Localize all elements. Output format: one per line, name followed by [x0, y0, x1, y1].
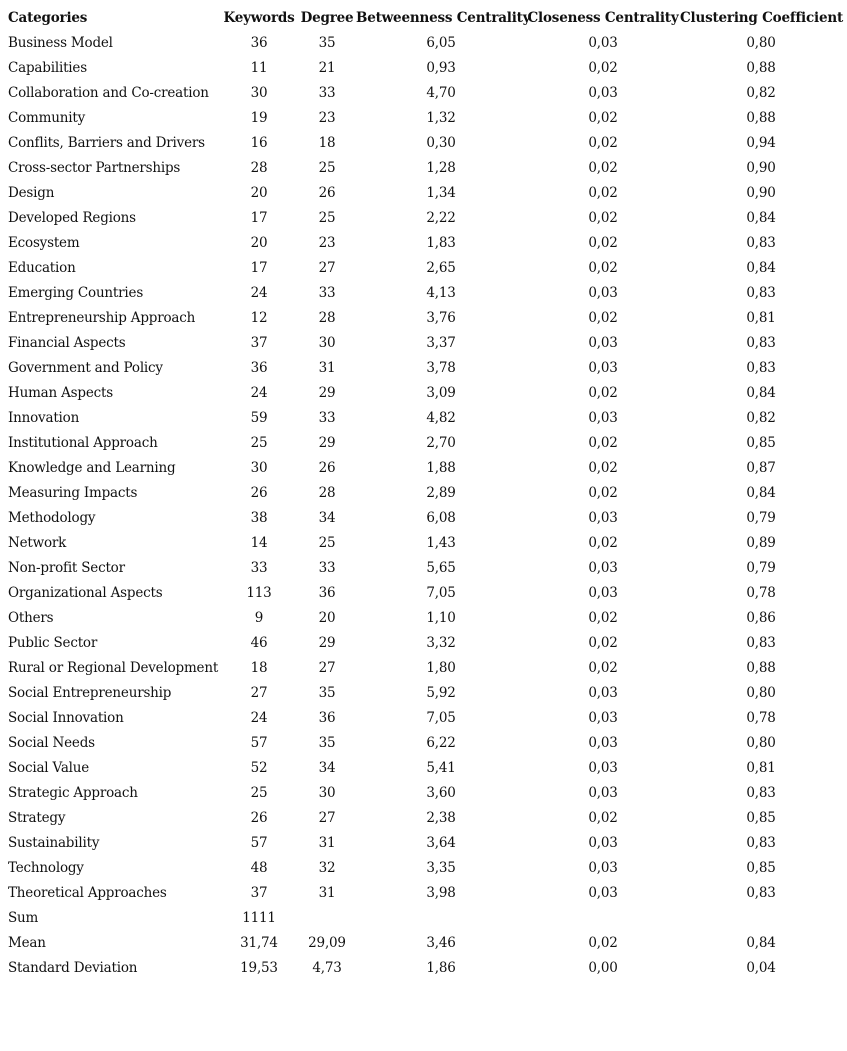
category-cell: Standard Deviation — [8, 959, 138, 976]
degree-cell: 27 — [318, 259, 336, 276]
keywords-cell: 36 — [250, 359, 268, 376]
keywords-cell: 25 — [250, 784, 268, 801]
betweenness-cell: 5,41 — [426, 759, 456, 776]
table-row — [0, 355, 842, 380]
table-row — [0, 780, 842, 805]
closeness-cell: 0,03 — [588, 359, 618, 376]
degree-cell: 25 — [318, 534, 336, 551]
degree-cell: 33 — [318, 84, 336, 101]
betweenness-cell: 2,65 — [426, 259, 456, 276]
betweenness-cell: 1,86 — [426, 959, 456, 976]
closeness-cell: 0,02 — [588, 309, 618, 326]
betweenness-cell: 2,38 — [426, 809, 456, 826]
category-cell: Design — [8, 184, 55, 201]
table-row — [0, 130, 842, 155]
degree-cell: 30 — [318, 784, 336, 801]
clustering-cell: 0,83 — [746, 784, 776, 801]
closeness-cell: 0,03 — [588, 784, 618, 801]
clustering-cell: 0,83 — [746, 334, 776, 351]
clustering-cell: 0,80 — [746, 684, 776, 701]
betweenness-cell: 5,92 — [426, 684, 456, 701]
category-cell: Mean — [8, 934, 46, 951]
keywords-cell: 59 — [250, 409, 268, 426]
keywords-cell: 31,74 — [240, 934, 278, 951]
clustering-cell: 0,82 — [746, 409, 776, 426]
keywords-cell: 9 — [254, 609, 264, 626]
betweenness-cell: 2,70 — [426, 434, 456, 451]
clustering-cell: 0,87 — [746, 459, 776, 476]
clustering-cell: 0,80 — [746, 734, 776, 751]
clustering-cell: 0,80 — [746, 34, 776, 51]
table-row — [0, 655, 842, 680]
degree-cell: 20 — [318, 609, 336, 626]
clustering-cell: 0,83 — [746, 359, 776, 376]
keywords-cell: 25 — [250, 434, 268, 451]
table-row — [0, 805, 842, 830]
degree-cell: 31 — [318, 359, 336, 376]
betweenness-cell: 3,32 — [426, 634, 456, 651]
clustering-cell: 0,78 — [746, 709, 776, 726]
betweenness-cell: 1,34 — [426, 184, 456, 201]
table-row — [0, 280, 842, 305]
category-cell: Ecosystem — [8, 234, 80, 251]
clustering-cell: 0,88 — [746, 109, 776, 126]
header-degree: Degree — [300, 9, 354, 26]
closeness-cell: 0,02 — [588, 259, 618, 276]
closeness-cell: 0,02 — [588, 184, 618, 201]
betweenness-cell: 2,89 — [426, 484, 456, 501]
degree-cell: 27 — [318, 809, 336, 826]
category-cell: Technology — [8, 859, 84, 876]
table-row — [0, 830, 842, 855]
closeness-cell: 0,02 — [588, 434, 618, 451]
category-cell: Collaboration and Co-creation — [8, 84, 209, 101]
degree-cell: 29 — [318, 384, 336, 401]
closeness-cell: 0,03 — [588, 709, 618, 726]
betweenness-cell: 6,22 — [426, 734, 456, 751]
clustering-cell: 0,90 — [746, 184, 776, 201]
degree-cell: 28 — [318, 484, 336, 501]
table-row — [0, 155, 842, 180]
closeness-cell: 0,03 — [588, 559, 618, 576]
table-body — [0, 30, 842, 980]
clustering-cell: 0,88 — [746, 59, 776, 76]
closeness-cell: 0,02 — [588, 209, 618, 226]
table-row — [0, 305, 842, 330]
degree-cell: 26 — [318, 184, 336, 201]
category-cell: Conflits, Barriers and Drivers — [8, 134, 205, 151]
table-row — [0, 905, 842, 930]
category-cell: Rural or Regional Development — [8, 659, 219, 676]
table-row — [0, 755, 842, 780]
keywords-cell: 1111 — [242, 909, 276, 926]
clustering-cell: 0,83 — [746, 834, 776, 851]
degree-cell: 29,09 — [308, 934, 346, 951]
closeness-cell: 0,03 — [588, 284, 618, 301]
closeness-cell: 0,02 — [588, 534, 618, 551]
table-row — [0, 505, 842, 530]
degree-cell: 25 — [318, 159, 336, 176]
degree-cell — [298, 905, 356, 930]
clustering-cell: 0,04 — [746, 959, 776, 976]
degree-cell: 35 — [318, 34, 336, 51]
keywords-cell: 20 — [250, 184, 268, 201]
closeness-cell: 0,03 — [588, 684, 618, 701]
clustering-cell: 0,94 — [746, 134, 776, 151]
keywords-cell: 37 — [250, 334, 268, 351]
category-cell: Cross-sector Partnerships — [8, 159, 181, 176]
category-cell: Sustainability — [8, 834, 100, 851]
table-row — [0, 555, 842, 580]
degree-cell: 23 — [318, 109, 336, 126]
keywords-cell: 24 — [250, 384, 268, 401]
betweenness-cell: 4,70 — [426, 84, 456, 101]
category-cell: Government and Policy — [8, 359, 163, 376]
table-row — [0, 255, 842, 280]
closeness-cell: 0,03 — [588, 759, 618, 776]
clustering-cell: 0,83 — [746, 234, 776, 251]
degree-cell: 32 — [318, 859, 336, 876]
betweenness-cell: 3,98 — [426, 884, 456, 901]
keywords-cell: 24 — [250, 709, 268, 726]
closeness-cell: 0,03 — [588, 509, 618, 526]
table-row — [0, 630, 842, 655]
category-cell: Emerging Countries — [8, 284, 144, 301]
closeness-cell: 0,03 — [588, 834, 618, 851]
table-row — [0, 455, 842, 480]
category-cell: Human Aspects — [8, 384, 113, 401]
category-cell: Methodology — [8, 509, 96, 526]
category-cell: Others — [8, 609, 54, 626]
clustering-cell: 0,86 — [746, 609, 776, 626]
keywords-cell: 57 — [250, 734, 268, 751]
keywords-cell: 52 — [250, 759, 268, 776]
table-row — [0, 605, 842, 630]
keywords-cell: 26 — [250, 484, 268, 501]
keywords-cell: 48 — [250, 859, 268, 876]
degree-cell: 33 — [318, 409, 336, 426]
table-row — [0, 855, 842, 880]
betweenness-cell: 1,32 — [426, 109, 456, 126]
keywords-cell: 18 — [250, 659, 268, 676]
betweenness-cell: 7,05 — [426, 584, 456, 601]
closeness-cell — [526, 905, 680, 930]
table-row — [0, 405, 842, 430]
closeness-cell: 0,02 — [588, 659, 618, 676]
betweenness-cell — [356, 905, 526, 930]
keywords-cell: 24 — [250, 284, 268, 301]
keywords-cell: 19,53 — [240, 959, 278, 976]
table-row — [0, 580, 842, 605]
table-row — [0, 80, 842, 105]
keywords-cell: 28 — [250, 159, 268, 176]
degree-cell: 36 — [318, 709, 336, 726]
betweenness-cell: 3,76 — [426, 309, 456, 326]
closeness-cell: 0,02 — [588, 484, 618, 501]
keywords-cell: 27 — [250, 684, 268, 701]
keywords-cell: 11 — [250, 59, 268, 76]
closeness-cell: 0,02 — [588, 934, 618, 951]
betweenness-cell: 3,78 — [426, 359, 456, 376]
degree-cell: 4,73 — [312, 959, 342, 976]
betweenness-cell: 3,35 — [426, 859, 456, 876]
table-row — [0, 705, 842, 730]
degree-cell: 18 — [318, 134, 336, 151]
category-cell: Education — [8, 259, 76, 276]
clustering-cell: 0,81 — [746, 309, 776, 326]
degree-cell: 35 — [318, 684, 336, 701]
table-row — [0, 55, 842, 80]
clustering-cell: 0,90 — [746, 159, 776, 176]
table-row — [0, 105, 842, 130]
clustering-cell: 0,88 — [746, 659, 776, 676]
clustering-cell: 0,89 — [746, 534, 776, 551]
keywords-cell: 20 — [250, 234, 268, 251]
betweenness-cell: 1,43 — [426, 534, 456, 551]
betweenness-cell: 3,09 — [426, 384, 456, 401]
table-row — [0, 30, 842, 55]
degree-cell: 27 — [318, 659, 336, 676]
closeness-cell: 0,02 — [588, 234, 618, 251]
table-row — [0, 530, 842, 555]
category-cell: Financial Aspects — [8, 334, 126, 351]
closeness-cell: 0,03 — [588, 884, 618, 901]
degree-cell: 34 — [318, 759, 336, 776]
betweenness-cell: 2,22 — [426, 209, 456, 226]
category-cell: Social Value — [8, 759, 90, 776]
closeness-cell: 0,02 — [588, 59, 618, 76]
clustering-cell: 0,85 — [746, 859, 776, 876]
degree-cell: 34 — [318, 509, 336, 526]
closeness-cell: 0,02 — [588, 459, 618, 476]
category-cell: Public Sector — [8, 634, 98, 651]
category-cell: Developed Regions — [8, 209, 136, 226]
table-row — [0, 230, 842, 255]
degree-cell: 33 — [318, 284, 336, 301]
clustering-cell: 0,84 — [746, 259, 776, 276]
closeness-cell: 0,00 — [588, 959, 618, 976]
clustering-cell: 0,79 — [746, 509, 776, 526]
clustering-cell: 0,85 — [746, 809, 776, 826]
degree-cell: 26 — [318, 459, 336, 476]
degree-cell: 29 — [318, 634, 336, 651]
table-row — [0, 180, 842, 205]
clustering-cell: 0,84 — [746, 934, 776, 951]
clustering-cell: 0,84 — [746, 384, 776, 401]
degree-cell: 28 — [318, 309, 336, 326]
clustering-cell: 0,82 — [746, 84, 776, 101]
table-row — [0, 730, 842, 755]
degree-cell: 31 — [318, 884, 336, 901]
clustering-cell: 0,84 — [746, 484, 776, 501]
closeness-cell: 0,02 — [588, 109, 618, 126]
clustering-cell: 0,79 — [746, 559, 776, 576]
category-cell: Entrepreneurship Approach — [8, 309, 196, 326]
table-row — [0, 480, 842, 505]
betweenness-cell: 3,37 — [426, 334, 456, 351]
category-cell: Innovation — [8, 409, 80, 426]
degree-cell: 29 — [318, 434, 336, 451]
clustering-cell: 0,83 — [746, 284, 776, 301]
betweenness-cell: 3,60 — [426, 784, 456, 801]
table-row — [0, 680, 842, 705]
category-cell: Knowledge and Learning — [8, 459, 176, 476]
header-closeness: Closeness Centrality — [527, 9, 679, 26]
category-cell: Non-profit Sector — [8, 559, 125, 576]
closeness-cell: 0,03 — [588, 859, 618, 876]
header-categories: Categories — [8, 9, 88, 26]
keywords-cell: 36 — [250, 34, 268, 51]
keywords-cell: 12 — [250, 309, 268, 326]
betweenness-cell: 1,10 — [426, 609, 456, 626]
category-cell: Community — [8, 109, 86, 126]
betweenness-cell: 3,64 — [426, 834, 456, 851]
betweenness-cell: 1,80 — [426, 659, 456, 676]
keywords-cell: 46 — [250, 634, 268, 651]
closeness-cell: 0,02 — [588, 159, 618, 176]
table-row — [0, 955, 842, 980]
category-cell: Social Innovation — [8, 709, 124, 726]
betweenness-cell: 3,46 — [426, 934, 456, 951]
category-cell: Business Model — [8, 34, 113, 51]
degree-cell: 36 — [318, 584, 336, 601]
closeness-cell: 0,02 — [588, 634, 618, 651]
betweenness-cell: 6,05 — [426, 34, 456, 51]
header-betweenness: Betweenness Centrality — [356, 9, 531, 26]
network-metrics-table — [0, 5, 842, 980]
betweenness-cell: 0,93 — [426, 59, 456, 76]
table-row — [0, 880, 842, 905]
degree-cell: 35 — [318, 734, 336, 751]
header-row — [0, 5, 842, 30]
clustering-cell — [680, 905, 842, 930]
category-cell: Sum — [8, 909, 39, 926]
category-cell: Strategic Approach — [8, 784, 138, 801]
degree-cell: 21 — [318, 59, 336, 76]
betweenness-cell: 4,13 — [426, 284, 456, 301]
betweenness-cell: 7,05 — [426, 709, 456, 726]
keywords-cell: 30 — [250, 459, 268, 476]
category-cell: Social Needs — [8, 734, 95, 751]
closeness-cell: 0,02 — [588, 384, 618, 401]
clustering-cell: 0,81 — [746, 759, 776, 776]
category-cell: Organizational Aspects — [8, 584, 163, 601]
degree-cell: 23 — [318, 234, 336, 251]
keywords-cell: 38 — [250, 509, 268, 526]
keywords-cell: 14 — [250, 534, 268, 551]
clustering-cell: 0,83 — [746, 884, 776, 901]
keywords-cell: 37 — [250, 884, 268, 901]
keywords-cell: 17 — [250, 209, 268, 226]
closeness-cell: 0,03 — [588, 734, 618, 751]
betweenness-cell: 1,28 — [426, 159, 456, 176]
keywords-cell: 17 — [250, 259, 268, 276]
category-cell: Strategy — [8, 809, 66, 826]
category-cell: Network — [8, 534, 67, 551]
degree-cell: 33 — [318, 559, 336, 576]
category-cell: Theoretical Approaches — [8, 884, 167, 901]
closeness-cell: 0,03 — [588, 84, 618, 101]
clustering-cell: 0,84 — [746, 209, 776, 226]
closeness-cell: 0,03 — [588, 409, 618, 426]
closeness-cell: 0,02 — [588, 809, 618, 826]
keywords-cell: 16 — [250, 134, 268, 151]
clustering-cell: 0,78 — [746, 584, 776, 601]
table-row — [0, 930, 842, 955]
table-row — [0, 330, 842, 355]
degree-cell: 31 — [318, 834, 336, 851]
keywords-cell: 33 — [250, 559, 268, 576]
header-keywords: Keywords — [223, 9, 295, 26]
category-cell: Institutional Approach — [8, 434, 158, 451]
category-cell: Measuring Impacts — [8, 484, 138, 501]
clustering-cell: 0,83 — [746, 634, 776, 651]
keywords-cell: 19 — [250, 109, 268, 126]
header-clustering: Clustering Coefficient — [680, 9, 843, 26]
keywords-cell: 113 — [246, 584, 272, 601]
closeness-cell: 0,02 — [588, 609, 618, 626]
degree-cell: 30 — [318, 334, 336, 351]
clustering-cell: 0,85 — [746, 434, 776, 451]
betweenness-cell: 1,83 — [426, 234, 456, 251]
closeness-cell: 0,03 — [588, 584, 618, 601]
table-row — [0, 205, 842, 230]
betweenness-cell: 1,88 — [426, 459, 456, 476]
category-cell: Social Entrepreneurship — [8, 684, 172, 701]
keywords-cell: 30 — [250, 84, 268, 101]
betweenness-cell: 4,82 — [426, 409, 456, 426]
keywords-cell: 26 — [250, 809, 268, 826]
betweenness-cell: 5,65 — [426, 559, 456, 576]
table-row — [0, 430, 842, 455]
table-row — [0, 380, 842, 405]
degree-cell: 25 — [318, 209, 336, 226]
betweenness-cell: 6,08 — [426, 509, 456, 526]
closeness-cell: 0,03 — [588, 334, 618, 351]
closeness-cell: 0,02 — [588, 134, 618, 151]
betweenness-cell: 0,30 — [426, 134, 456, 151]
closeness-cell: 0,03 — [588, 34, 618, 51]
category-cell: Capabilities — [8, 59, 87, 76]
keywords-cell: 57 — [250, 834, 268, 851]
